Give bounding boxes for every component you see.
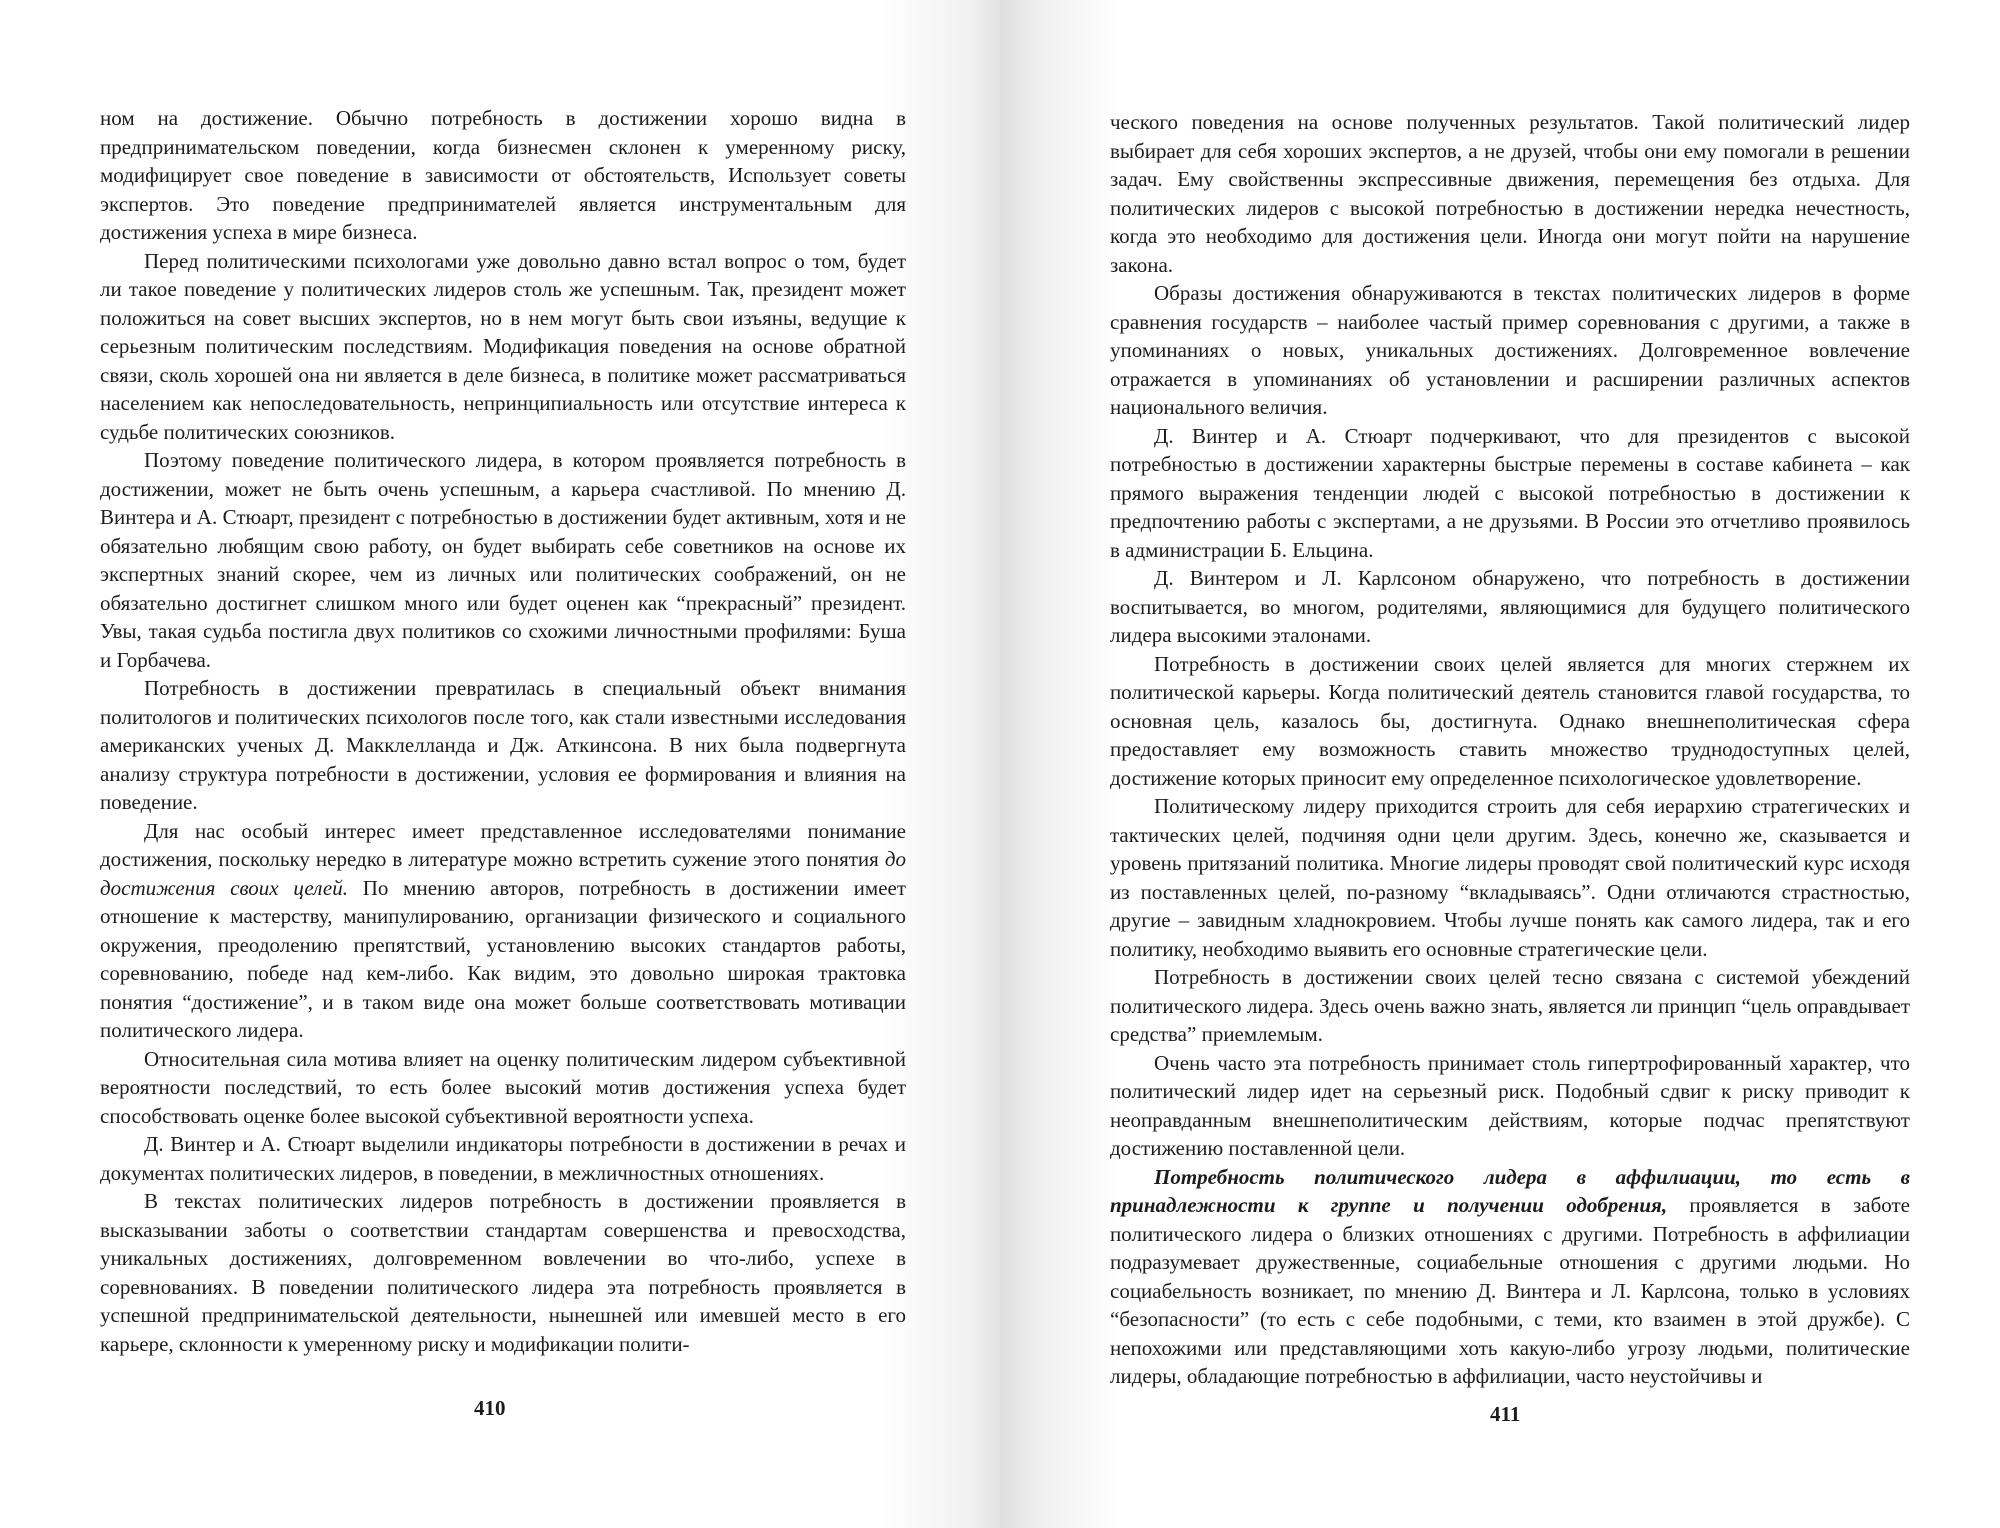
paragraph: Очень часто эта потребность принимает столь гипертрофированный характер, что политический лидер идет на серьезный риск. Подобный сдвиг к риску приводит к неоправданным внешнеполитическим действиям, которые подчас препятствуют достижению поставленной цели.	[1110, 1050, 1910, 1160]
paragraph-text: По мнению авторов, потребность в достижении имеет отношение к мастерству, манипулированию, организации физического и социального окружения, преодолению препятствий, установлению высоких стандартов работы, соревнованию, победе над кем-либо. Как видим, это довольно широкая трактовка понятия “достижение”, и в таком виде она может больше соответствовать мотивации политического лидера.	[100, 875, 907, 1042]
page-number: 411	[1490, 1402, 1521, 1426]
paragraph-text: проявляется в заботе политического лидера о близких отношениях с другими. Потребность в аффилиации подразумевает дружественные, социабельные отношения с другими людьми. Но социабельность возникает, по мнению Д. Винтера и Л. Карлсона, только в условиях “безопасности” (то есть с себе подобными, с теми, кто взаимен в этой дружбе). С непохожими или представляющими хоть какую-либо угрозу людьми, политические лидеры, обладающие потребностью в аффилиации, часто неустойчивы и	[1110, 1193, 1911, 1388]
paragraph: ном на достижение. Обычно потребность в достижении хорошо видна в предпринимательском поведении, когда бизнесмен склонен к умеренному риску, модифицирует свое поведение в зависимости от обстоятельств, Использует советы экспертов. Это поведение предпринимателей является инструментальным для достижения успеха в мире бизнеса.	[100, 106, 906, 244]
left-page-body	[100, 104, 906, 1358]
paragraph: Потребность в достижении превратилась в специальный объект внимания политологов и политических психологов после того, как стали известными исследования американских ученых Д. Макклелланда и Дж. Аткинсона. В них была подвергнута анализу структура потребности в достижении, условия ее формирования и влияния на поведение.	[100, 676, 906, 814]
paragraph: Потребность в достижении своих целей является для многих стержнем их политической карьеры. Когда политический деятель становится главой государства, то основная цель, казалось бы, достигнута. Однако внешнеполитическая сфера предоставляет ему возможность ставить множество труднодоступных целей, достижение которых приносит ему определенное психологическое удовлетворение.	[1110, 651, 1910, 790]
bold-italic-lead: Потребность политического лидера в аффилиации, то есть в принадлежности к группе и получении одобрения,	[1110, 1164, 1910, 1217]
paragraph: Перед политическими психологами уже довольно давно встал вопрос о том, будет ли такое поведение у политических лидеров столь же успешным. Так, президент может положиться на совет высших экспертов, но в нем могут быть свои изъяны, ведущие к серьезным политическим последствиям. Модификация поведения на основе обратной связи, сколь хорошей она ни является в деле бизнеса, в политике может рассматриваться населением как непоследовательность, непринципиальность или отсутствие интереса к судьбе политических союзников.	[100, 248, 906, 444]
right-page-body	[1110, 108, 1910, 1391]
paragraph	[100, 817, 906, 1045]
paragraph: Образы достижения обнаруживаются в текстах политических лидеров в форме сравнения государств – наиболее частый пример соревнования с другими, а также в упоминаниях о новых, уникальных достижениях. Долговременное вовлечение отражается в упоминаниях об установлении и расширении различных аспектов национального величия.	[1110, 281, 1910, 419]
paragraph: Относительная сила мотива влияет на оценку политическим лидером субъективной вероятности последствий, то есть более высокий мотив достижения успеха будет способствовать оценке более высокой субъективной вероятности успеха.	[100, 1046, 906, 1128]
page-number: 410	[474, 1396, 506, 1420]
paragraph: Поэтому поведение политического лидера, в котором проявляется потребность в достижении, может не быть очень успешным, а карьера счастливой. По мнению Д. Винтера и А. Стюарт, президент с потребностью в достижении будет активным, хотя и не обязательно любящим свою работу, он будет выбирать себе советников на основе их экспертных знаний скорее, чем из личных или политических соображений, он не обязательно достигнет слишком много или будет оценен как “прекрасный” президент. Увы, такая судьба постигла двух политиков со схожими личностными профилями: Буша и Горбачева.	[100, 448, 906, 672]
paragraph: Д. Винтером и Л. Карлсоном обнаружено, что потребность в достижении воспитывается, во многом, родителями, являющимися для будущего политического лидера высокими эталонами.	[1110, 566, 1910, 647]
paragraph: Политическому лидеру приходится строить для себя иерархию стратегических и тактических целей, подчиняя одни цели другим. Здесь, конечно же, сказывается и уровень притязаний политика. Многие лидеры проводят свой политический курс исходя из поставленных целей, по-разному “вкладываясь”. Одни отличаются страстностью, другие – завидным хладнокровием. Чтобы лучше понять как самого лидера, так и его политику, необходимо выявить его основные стратегические цели.	[1110, 794, 1910, 961]
right-page	[1000, 0, 2000, 1528]
paragraph: Д. Винтер и А. Стюарт подчеркивают, что для президентов с высокой потребностью в достижении характерны быстрые перемены в составе кабинета – как прямого выражения тенденции людей с высокой потребностью в достижении к предпочтению работы с экспертами, а не друзьями. В России это отчетливо проявилось в администрации Б. Ельцина.	[1110, 423, 1910, 562]
paragraph	[1110, 1163, 1910, 1391]
paragraph: Д. Винтер и А. Стюарт выделили индикаторы потребности в достижении в речах и документах политических лидеров, в поведении, в межличностных отношениях.	[100, 1132, 906, 1185]
paragraph: ческого поведения на основе полученных результатов. Такой политический лидер выбирает для себя хороших экспертов, а не друзей, чтобы они ему помогали в решении задач. Ему свойственны экспрессивные движения, перемещения без отдыха. Для политических лидеров с высокой потребностью в достижении нередка нечестность, когда это необходимо для достижения цели. Иногда они могут пойти на нарушение закона.	[1110, 110, 1910, 277]
paragraph: В текстах политических лидеров потребность в достижении проявляется в высказывании заботы о соответствии стандартам совершенства и превосходства, уникальных достижениях, долговременном вовлечении во что-либо, успехе в соревнованиях. В поведении политического лидера эта потребность проявляется в успешной предпринимательской деятельности, нынешней или имевшей место в его карьере, склонности к умеренному риску и модификации полити-	[100, 1189, 906, 1356]
paragraph-text: Для нас особый интерес имеет представленное исследователями понимание достижения, поскольку нередко в литературе можно встретить сужение этого понятия	[100, 818, 906, 871]
paragraph: Потребность в достижении своих целей тесно связана с системой убеждений политического лидера. Здесь очень важно знать, является ли принцип “цель оправдывает средства” приемлемым.	[1110, 965, 1910, 1046]
italic-phrase: до достижения своих целей.	[100, 847, 906, 900]
